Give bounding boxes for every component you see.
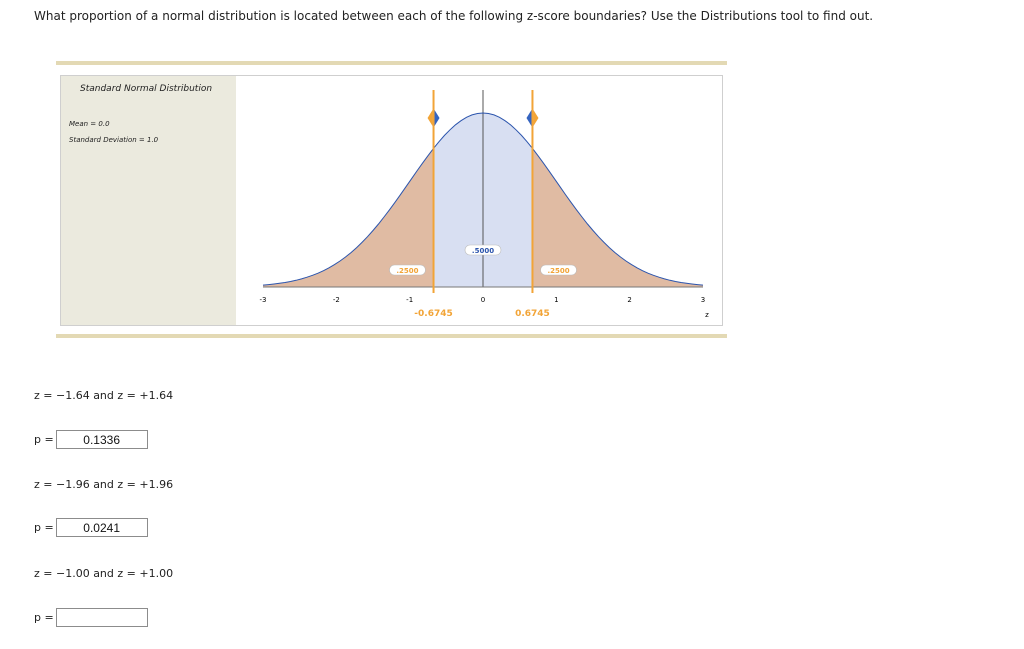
question-1-answer-field[interactable] — [56, 430, 148, 449]
normal-distribution-chart — [237, 76, 721, 325]
handle-left-arrow-icon — [428, 110, 433, 126]
x-tick-label: -2 — [332, 296, 340, 304]
middle-area-value: .5000 — [471, 247, 495, 255]
mean-label: Mean = 0.0 — [69, 120, 110, 128]
divider-top — [56, 61, 727, 65]
divider-bottom — [56, 334, 727, 338]
question-2-prompt: z = −1.96 and z = +1.96 — [34, 478, 174, 491]
question-1-prompt: z = −1.64 and z = +1.64 — [34, 389, 174, 402]
right-area-value: .2500 — [547, 267, 570, 275]
x-axis-label: z — [705, 311, 709, 319]
question-3-p-label: p = — [34, 611, 54, 624]
x-tick-label: 2 — [627, 296, 632, 304]
x-tick-label: -1 — [406, 296, 414, 304]
handle-left-arrow-icon — [526, 110, 531, 126]
tool-title: Standard Normal Distribution — [80, 84, 213, 94]
question-2-p-label: p = — [34, 521, 54, 534]
question-3-answer-field[interactable] — [56, 608, 148, 627]
right-area-label — [541, 265, 577, 275]
x-tick-label: -3 — [259, 296, 267, 304]
distributions-tool — [60, 75, 723, 326]
x-tick-label: 1 — [554, 296, 559, 304]
x-tick-label: 3 — [700, 296, 706, 304]
x-tick-label: 0 — [480, 296, 486, 304]
tool-info-panel — [61, 76, 236, 325]
left-area-label — [389, 265, 425, 275]
question-2-answer-field[interactable] — [56, 518, 148, 537]
question-1-p-label: p = — [34, 433, 54, 446]
left-area-value: .2500 — [396, 267, 419, 275]
middle-area-label — [465, 245, 501, 255]
question-3-prompt: z = −1.00 and z = +1.00 — [34, 567, 174, 580]
left-boundary-value: -0.6745 — [414, 309, 453, 319]
handle-right-arrow-icon — [533, 110, 538, 126]
handle-right-arrow-icon — [435, 110, 440, 126]
sd-label: Standard Deviation = 1.0 — [69, 136, 159, 144]
right-boundary-value: 0.6745 — [515, 309, 550, 319]
question-text: What proportion of a normal distribution is located between each of the following z-score boundaries? Use the Distributions tool to find out. — [34, 9, 874, 23]
